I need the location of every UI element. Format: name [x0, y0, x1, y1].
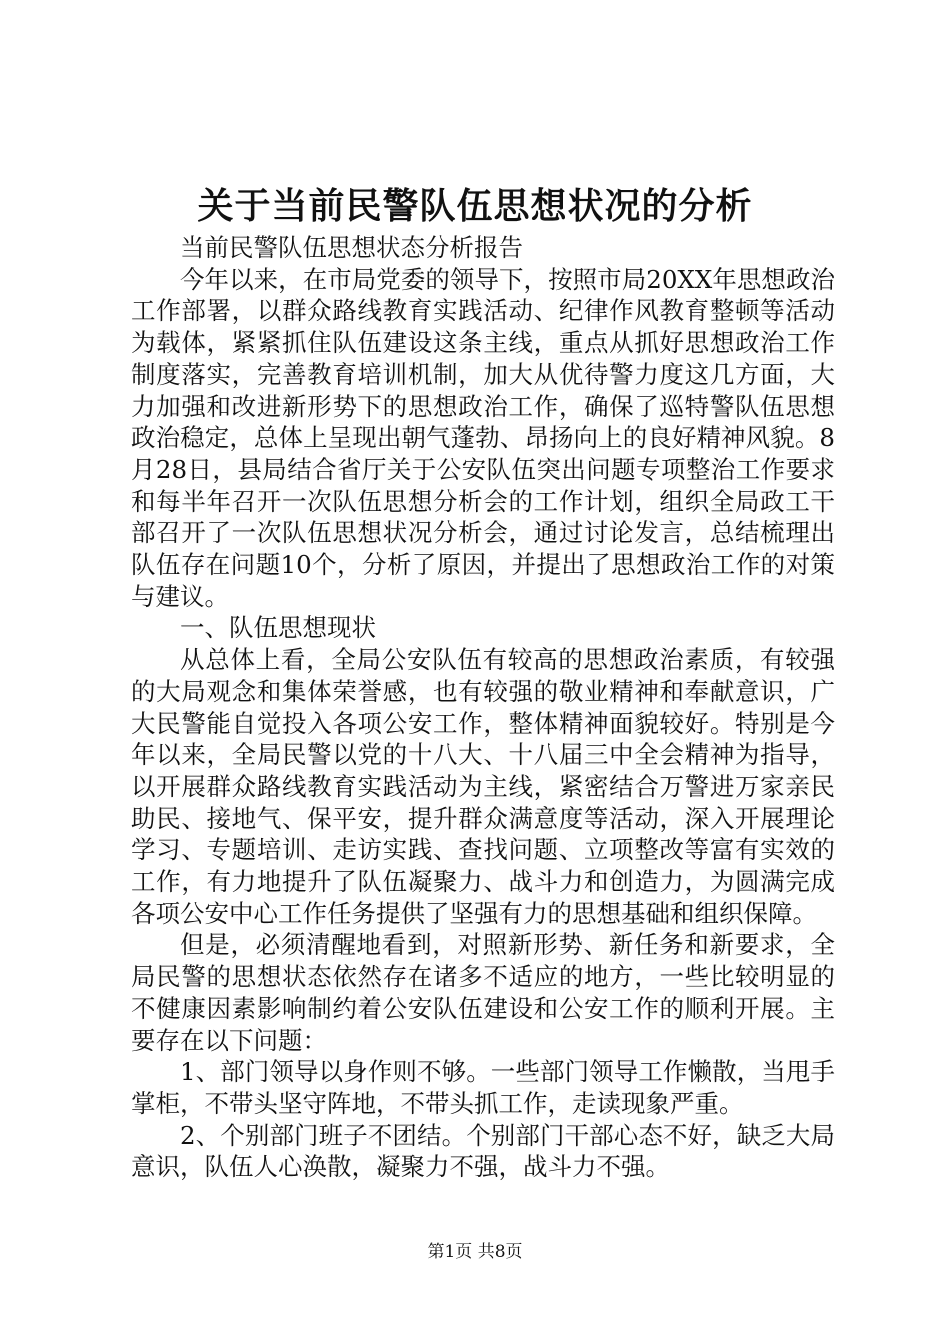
list-item-problem-1: 1、部门领导以身作则不够。一些部门领导工作懒散，当甩手掌柜，不带头坚守阵地，不带头抓工作，走读现象严重。: [131, 1057, 835, 1118]
report-subtitle: 当前民警队伍思想状态分析报告: [180, 233, 523, 262]
section-heading: 一、队伍思想现状: [180, 613, 376, 643]
list-item-problem-2: 2、个别部门班子不团结。个别部门干部心态不好，缺乏大局意识，队伍人心涣散，凝聚力不强，战斗力不强。: [131, 1120, 835, 1182]
document-title: 关于当前民警队伍思想状况的分析: [197, 185, 753, 227]
page-footer: 第1页 共8页: [427, 1242, 523, 1262]
document-body: [131, 232, 835, 1183]
paragraph-overview: 从总体上看，全局公安队伍有较高的思想政治素质，有较强的大局观念和集体荣誉感，也有较强的敬业精神和奉献意识，广大民警能自觉投入各项公安工作，整体精神面貌较好。特别是今年以来，全局民警以党的十八大、十八届三中全会精神为指导，以开展群众路线教育实践活动为主线，紧密结合万警进万家亲民助民、接地气、保平安，提升群众满意度等活动，深入开展理论学习、专题培训、走访实践、查找问题、立项整改等富有实效的工作，有力地提升了队伍凝聚力、战斗力和创造力，为圆满完成各项公安中心工作任务提供了坚强有力的思想基础和组织保障。: [131, 645, 835, 928]
paragraph-problems-intro: 但是，必须清醒地看到，对照新形势、新任务和新要求，全局民警的思想状态依然存在诸多不适应的地方，一些比较明显的不健康因素影响制约着公安队伍建设和公安工作的顺利开展。主要存在以下问题：: [131, 930, 835, 1055]
paragraph-intro: 今年以来，在市局党委的领导下，按照市局20XX年思想政治工作部署，以群众路线教育实践活动、纪律作风教育整顿等活动为载体，紧紧抓住队伍建设这条主线，重点从抓好思想政治工作制度落实，完善教育培训机制，加大从优待警力度这几方面，大力加强和改进新形势下的思想政治工作，确保了巡特警队伍思想政治稳定，总体上呈现出朝气蓬勃、昂扬向上的良好精神风貌。8月28日，县局结合省厅关于公安队伍突出问题专项整治工作要求和每半年召开一次队伍思想分析会的工作计划，组织全局政工干部召开了一次队伍思想状况分析会，通过讨论发言，总结梳理出队伍存在问题10个，分析了原因，并提出了思想政治工作的对策与建议。: [131, 264, 835, 611]
